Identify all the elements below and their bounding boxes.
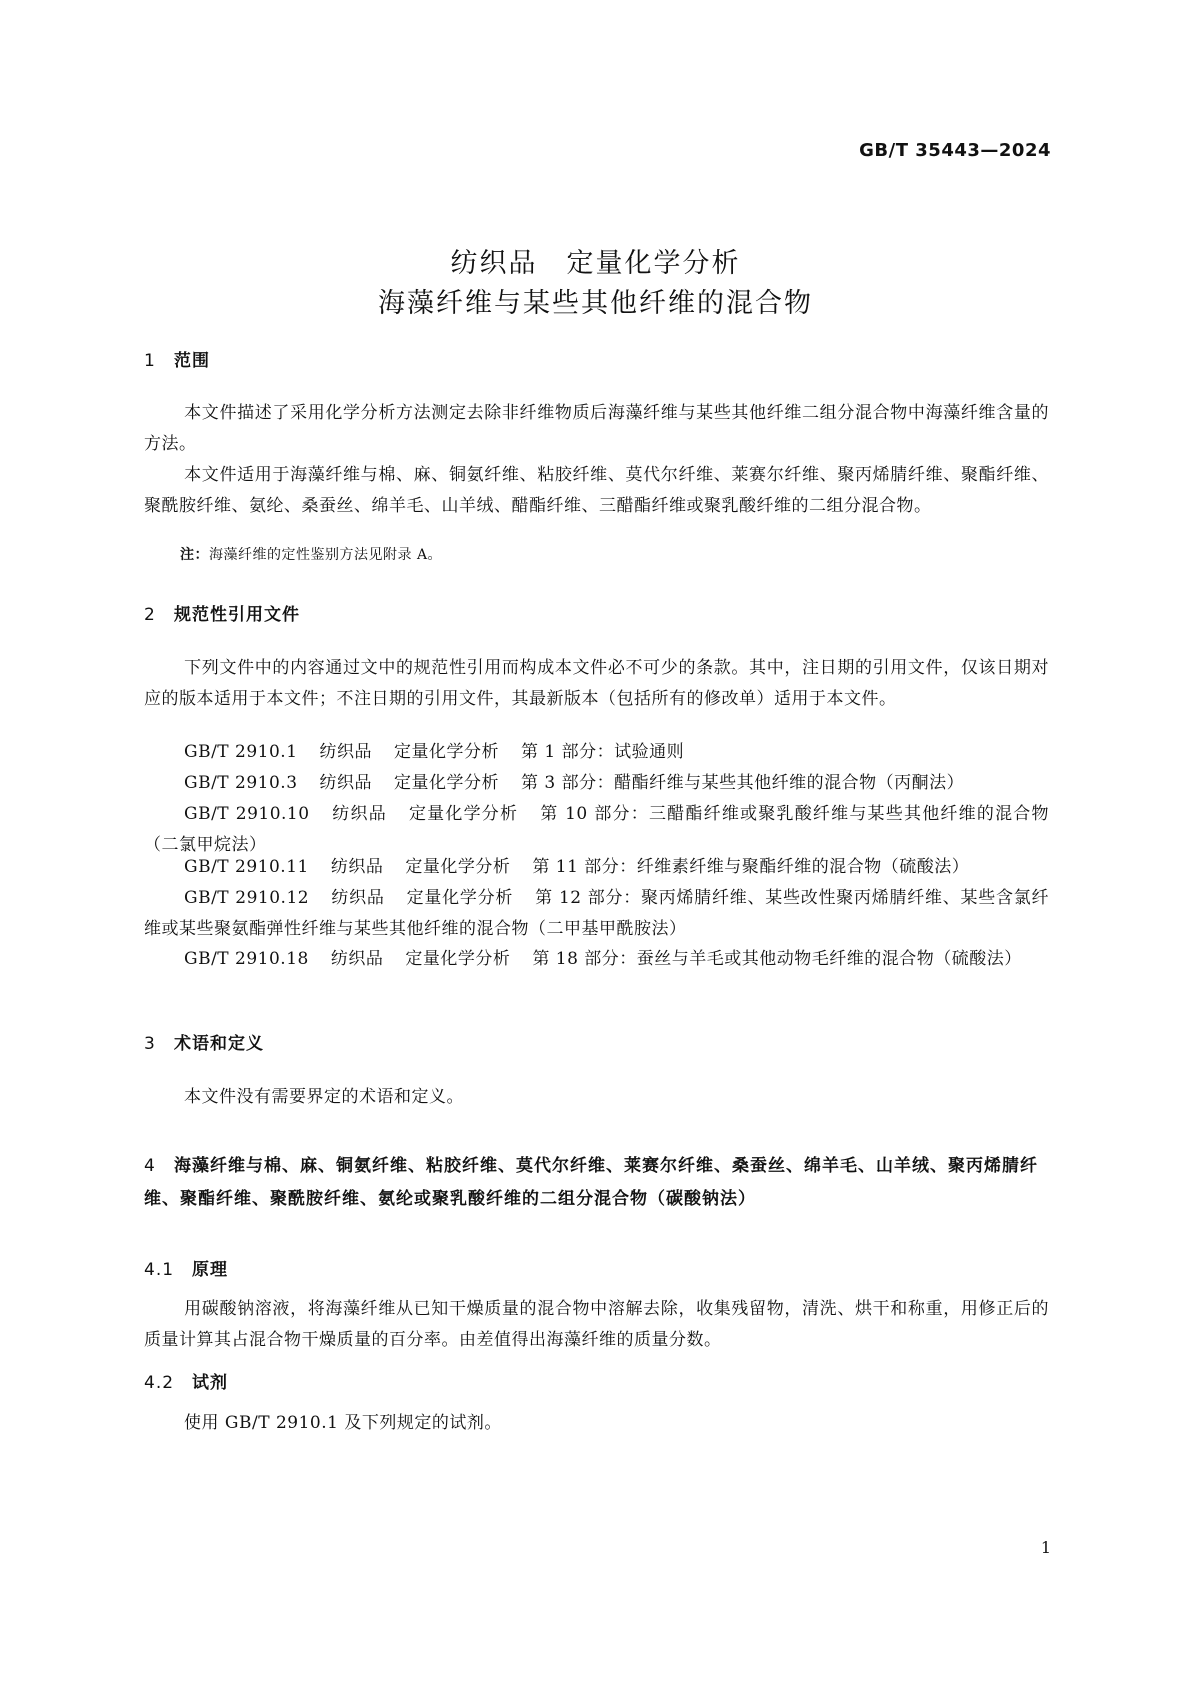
section-1-heading [144,346,210,371]
reference-part: 第 18 部分：蚕丝与羊毛或其他动物毛纤维的混合物（硫酸法） [532,949,1022,969]
reference-title-1: 纺织品 [330,857,384,877]
section-1-paragraph-2 [144,460,1049,522]
section-1-note [180,544,442,564]
reference-item [144,944,1049,975]
section-2-intro-text: 下列文件中的内容通过文中的规范性引用而构成本文件必不可少的条款。其中，注日期的引用文件，仅该日期对应的版本适用于本文件；不注日期的引用文件，其最新版本（包括所有的修改单）适用于本文件。 [144,658,1049,709]
reference-item [144,768,1049,799]
section-1-paragraph-2-text: 本文件适用于海藻纤维与棉、麻、铜氨纤维、粘胶纤维、莫代尔纤维、莱赛尔纤维、聚丙烯腈纤维、聚酯纤维、聚酰胺纤维、氨纶、桑蚕丝、绵羊毛、山羊绒、醋酯纤维、三醋酯纤维或聚乳酸纤维的二组分混合物。 [144,465,1049,516]
section-3-paragraph [144,1082,1049,1113]
reference-title-1: 纺织品 [330,949,384,969]
section-4-title: 海藻纤维与棉、麻、铜氨纤维、粘胶纤维、莫代尔纤维、莱赛尔纤维、桑蚕丝、绵羊毛、山羊绒、聚丙烯腈纤维、聚酯纤维、聚酰胺纤维、氨纶或聚乳酸纤维的二组分混合物（碳酸钠法） [144,1156,1038,1209]
title-line-2: 海藻纤维与某些其他纤维的混合物 [378,288,813,319]
note-text: 海藻纤维的定性鉴别方法见附录 A。 [209,547,443,563]
reference-code: GB/T 2910.18 [184,949,309,969]
section-4-1-paragraph-text: 用碳酸钠溶液，将海藻纤维从已知干燥质量的混合物中溶解去除，收集残留物，清洗、烘干和称重，用修正后的质量计算其占混合物干燥质量的百分率。由差值得出海藻纤维的质量分数。 [144,1299,1049,1350]
note-label: 注： [180,547,209,563]
reference-title-2: 定量化学分析 [394,773,500,793]
section-4-number: 4 [144,1156,156,1176]
reference-title-1: 纺织品 [319,773,373,793]
section-4-1-paragraph [144,1294,1049,1356]
section-4-2-heading [144,1368,228,1393]
section-1-paragraph-1-text: 本文件描述了采用化学分析方法测定去除非纤维物质后海藻纤维与某些其他纤维二组分混合物中海藻纤维含量的方法。 [144,403,1049,454]
section-2-number: 2 [144,605,156,625]
section-4-1-title: 原理 [192,1260,228,1280]
reference-title-2: 定量化学分析 [408,804,519,824]
standard-number: GB/T 35443—2024 [859,140,1051,161]
section-3-number: 3 [144,1034,156,1054]
reference-title-2: 定量化学分析 [405,949,511,969]
reference-item [144,737,1049,768]
reference-code: GB/T 2910.11 [184,857,309,877]
reference-title-1: 纺织品 [331,804,387,824]
reference-item [144,852,1049,883]
section-2-title: 规范性引用文件 [174,605,300,625]
section-4-2-number: 4.2 [144,1373,175,1393]
section-1-number: 1 [144,351,156,371]
section-4-2-paragraph-text: 使用 GB/T 2910.1 及下列规定的试剂。 [184,1413,502,1433]
section-4-heading [144,1150,1049,1216]
section-4-1-heading [144,1255,228,1280]
section-4-2-title: 试剂 [192,1373,228,1393]
reference-code: GB/T 2910.1 [184,742,298,762]
section-2-heading [144,600,300,625]
reference-part: 第 3 部分：醋酯纤维与某些其他纤维的混合物（丙酮法） [521,773,965,793]
reference-title-2: 定量化学分析 [405,857,511,877]
section-3-heading [144,1029,264,1054]
reference-code: GB/T 2910.12 [184,888,310,908]
page-number: 1 [1040,1538,1051,1557]
section-3-title: 术语和定义 [174,1034,264,1054]
reference-code: GB/T 2910.10 [184,804,310,824]
reference-title-2: 定量化学分析 [394,742,500,762]
reference-part: 第 1 部分：试验通则 [521,742,685,762]
section-4-2-paragraph [144,1408,1049,1439]
reference-part: 第 12 部分：聚丙烯腈纤维、某些改性聚丙烯腈纤维、某些含氯纤维或某些聚氨酯弹性纤维与某些其他纤维的混合物（二甲基甲酰胺法） [144,888,1049,939]
reference-title-1: 纺织品 [331,888,385,908]
title-line-1: 纺织品 定量化学分析 [450,248,741,279]
reference-part: 第 10 部分：三醋酯纤维或聚乳酸纤维与某些其他纤维的混合物（二氯甲烷法） [144,804,1050,855]
section-1-title: 范围 [174,351,210,371]
reference-item [144,883,1049,945]
reference-title-2: 定量化学分析 [406,888,514,908]
section-3-paragraph-text: 本文件没有需要界定的术语和定义。 [184,1087,464,1107]
reference-title-1: 纺织品 [319,742,373,762]
reference-code: GB/T 2910.3 [184,773,298,793]
reference-part: 第 11 部分：纤维素纤维与聚酯纤维的混合物（硫酸法） [532,857,970,877]
section-4-1-number: 4.1 [144,1260,175,1280]
section-1-paragraph-1 [144,398,1049,460]
section-2-intro [144,653,1049,715]
